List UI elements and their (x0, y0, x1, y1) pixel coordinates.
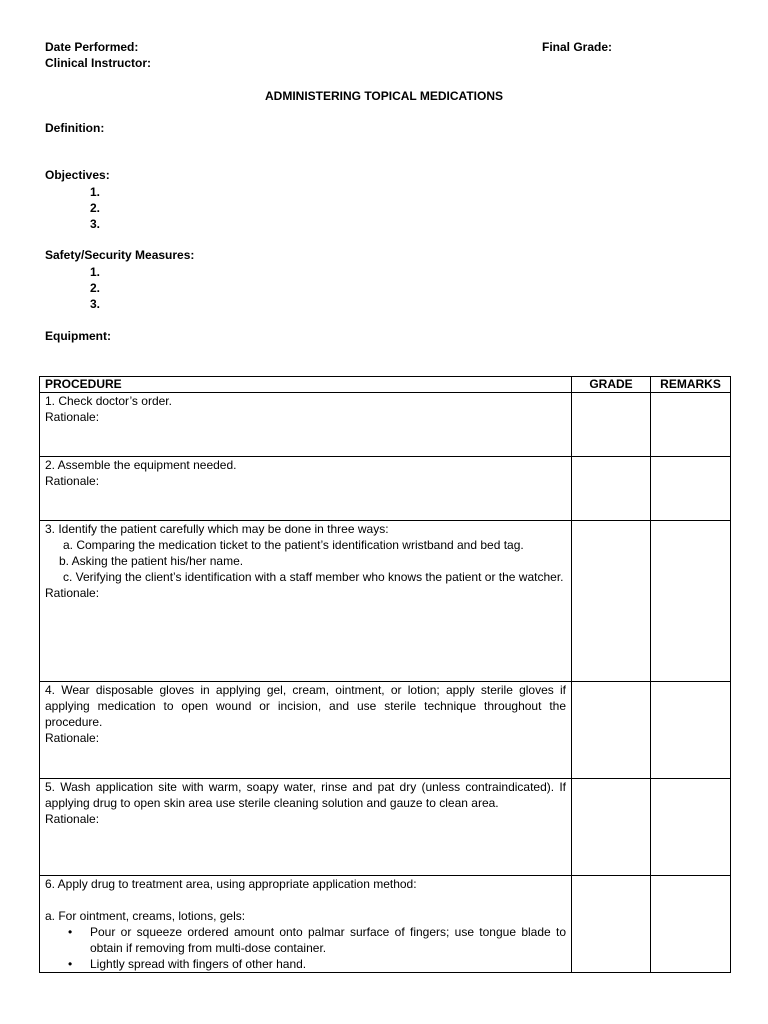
procedure-cell (40, 457, 572, 521)
procedure-table (39, 376, 731, 973)
definition-label: Definition: (45, 121, 105, 135)
page-title: ADMINISTERING TOPICAL MEDICATIONS (264, 89, 503, 103)
step-subitem (45, 537, 566, 553)
procedure-cell (40, 393, 572, 457)
table-row (40, 682, 731, 779)
grade-cell[interactable] (572, 521, 651, 682)
table-row (40, 457, 731, 521)
table-header-row (40, 377, 731, 393)
objective-item: 3. (90, 217, 101, 231)
objective-item: 2. (90, 201, 101, 215)
safety-item: 3. (90, 297, 101, 311)
clinical-instructor-label: Clinical Instructor: (45, 56, 152, 70)
procedure-cell (40, 876, 572, 973)
step-text: 4. Wear disposable gloves in applying gel, cream, ointment, or lotion; apply sterile gloves if applying medication to open wound or incision, and use sterile technique throughout the procedure. (45, 683, 566, 729)
step-subitem: a. For ointment, creams, lotions, gels: (45, 909, 246, 923)
step-subitem (45, 553, 566, 569)
remarks-cell[interactable] (651, 393, 731, 457)
procedure-cell (40, 521, 572, 682)
list-item: • Pour or squeeze ordered amount onto palmar surface of fingers; use tongue blade to obtain if removing from multi-dose container. (90, 924, 566, 956)
rationale-label: Rationale: (45, 812, 100, 826)
grade-cell[interactable] (572, 457, 651, 521)
date-performed-label: Date Performed: (45, 40, 139, 54)
step-text: 5. Wash application site with warm, soapy water, rinse and pat dry (unless contraindicated). If applying drug to open skin area use sterile cleaning solution and gauze to clean area. (45, 780, 566, 810)
remarks-cell[interactable] (651, 779, 731, 876)
table-row (40, 521, 731, 682)
grade-cell[interactable] (572, 682, 651, 779)
step-text: 2. Assemble the equipment needed. (45, 458, 237, 472)
safety-item: 2. (90, 281, 101, 295)
table-row (40, 876, 731, 973)
remarks-cell[interactable] (651, 457, 731, 521)
remarks-cell[interactable] (651, 682, 731, 779)
step-subitem-text: b. Asking the patient his/her name. (59, 554, 244, 568)
procedure-cell (40, 682, 572, 779)
safety-label: Safety/Security Measures: (45, 248, 195, 262)
step-subitem (45, 569, 566, 585)
table-row (40, 779, 731, 876)
remarks-cell[interactable] (651, 521, 731, 682)
header-procedure: PROCEDURE (40, 377, 572, 393)
rationale-label: Rationale: (45, 474, 100, 488)
remarks-cell[interactable] (651, 876, 731, 973)
grade-cell[interactable] (572, 779, 651, 876)
bullet-list (45, 924, 566, 972)
grade-cell[interactable] (572, 393, 651, 457)
objective-item: 1. (90, 185, 101, 199)
step-text: 3. Identify the patient carefully which may be done in three ways: (45, 522, 389, 536)
step-text: 6. Apply drug to treatment area, using appropriate application method: (45, 877, 417, 891)
header-remarks: REMARKS (651, 377, 731, 393)
table-row (40, 393, 731, 457)
grade-cell[interactable] (572, 876, 651, 973)
objectives-label: Objectives: (45, 168, 110, 182)
final-grade-label: Final Grade: (542, 40, 613, 54)
rationale-label: Rationale: (45, 731, 100, 745)
rationale-label: Rationale: (45, 586, 100, 600)
safety-item: 1. (90, 265, 101, 279)
equipment-label: Equipment: (45, 329, 111, 343)
header-grade: GRADE (572, 377, 651, 393)
list-item: • Lightly spread with fingers of other hand. (90, 956, 566, 972)
spacer (45, 892, 566, 908)
step-text: 1. Check doctor’s order. (45, 394, 172, 408)
step-subitem-text: a. Comparing the medication ticket to the patient’s identification wristband and bed tag. (63, 538, 524, 552)
rationale-label: Rationale: (45, 410, 100, 424)
step-subitem-text: c. Verifying the client’s identification with a staff member who knows the patient or the watcher. (63, 570, 564, 584)
procedure-cell (40, 779, 572, 876)
